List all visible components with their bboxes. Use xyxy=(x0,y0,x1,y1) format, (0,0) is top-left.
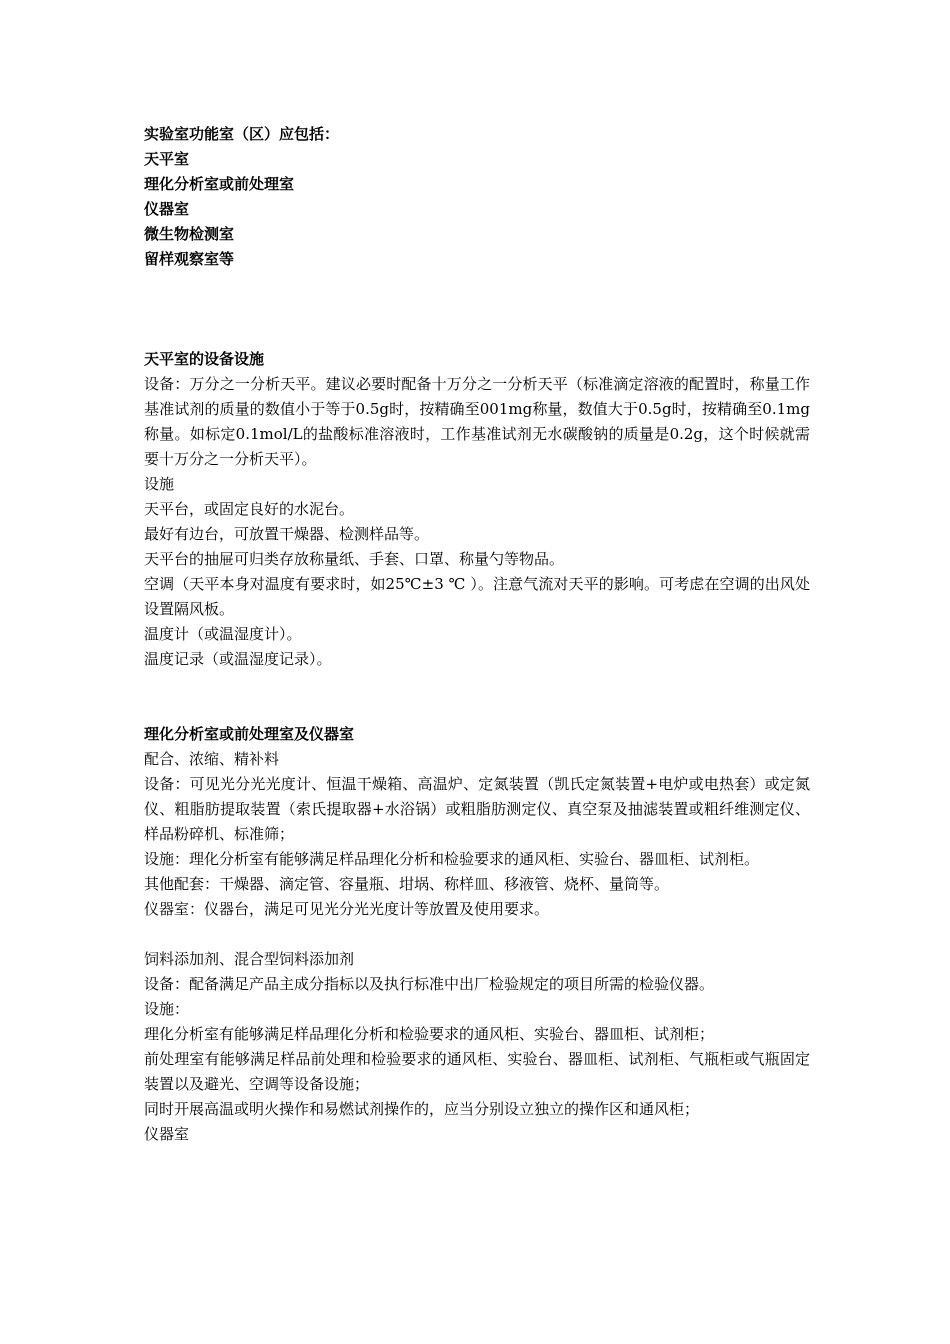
balance-equipment-paragraph: 设备：万分之一分析天平。建议必要时配备十万分之一分析天平（标准滴定溶液的配置时，称量工作基准试剂的质量的数值小于等于0.5g时，按精确至001mg称量，数值大于0.5g时，按精确至0.1mg称量。如标定0.1mol/L的盐酸标准溶液时，工作基准试剂无水碳酸钠的质量是0.2g，这个时候就需要十万分之一分析天平）。 xyxy=(144,375,810,468)
intro-item: 天平室 xyxy=(144,150,190,168)
balance-facilities-label: 设施 xyxy=(144,475,175,493)
spacer xyxy=(144,672,810,722)
balance-facility-item: 天平台，或固定良好的水泥台。 xyxy=(144,500,355,518)
document-body xyxy=(144,122,810,1147)
intro-item: 仪器室 xyxy=(144,200,190,218)
additive-equipment-paragraph: 设备：配备满足产品主成分指标以及执行标准中出厂检验规定的项目所需的检验仪器。 xyxy=(144,975,715,993)
spacer xyxy=(144,922,810,947)
balance-facility-item: 最好有边台，可放置干燥器、检测样品等。 xyxy=(144,525,430,543)
section-heading-balance-room: 天平室的设备设施 xyxy=(144,350,265,368)
section-heading-analysis-room: 理化分析室或前处理室及仪器室 xyxy=(144,725,355,743)
balance-facility-item: 温度计（或温湿度计）。 xyxy=(144,625,302,643)
intro-item: 微生物检测室 xyxy=(144,225,235,243)
intro-item: 理化分析室或前处理室 xyxy=(144,175,295,193)
additive-facilities-label: 设施： xyxy=(144,1000,190,1018)
intro-item: 留样观察室等 xyxy=(144,250,235,268)
additive-subheading: 饲料添加剂、混合型饲料添加剂 xyxy=(144,950,355,968)
balance-facility-item: 温度记录（或温湿度记录）。 xyxy=(144,650,332,668)
intro-heading: 实验室功能室（区）应包括： xyxy=(144,125,340,143)
balance-facility-item: 天平台的抽屉可归类存放称量纸、手套、口罩、称量勺等物品。 xyxy=(144,550,565,568)
additive-facility-item: 前处理室有能够满足样品前处理和检验要求的通风柜、实验台、器皿柜、试剂柜、气瓶柜或气瓶固定装置以及避光、空调等设备设施； xyxy=(144,1050,810,1093)
balance-facility-item: 空调（天平本身对温度有要求时，如25℃±3 ℃ ）。注意气流对天平的影响。可考虑在空调的出风处设置隔风板。 xyxy=(144,575,810,618)
additive-facility-item: 理化分析室有能够满足样品理化分析和检验要求的通风柜、实验台、器皿柜、试剂柜； xyxy=(144,1025,715,1043)
spacer xyxy=(144,272,810,347)
analysis-subheading: 配合、浓缩、精补料 xyxy=(144,750,280,768)
additive-last-line: 仪器室 xyxy=(144,1125,190,1143)
analysis-facilities-paragraph: 设施：理化分析室有能够满足样品理化分析和检验要求的通风柜、实验台、器皿柜、试剂柜。 xyxy=(144,850,760,868)
analysis-other-line: 其他配套：干燥器、滴定管、容量瓶、坩埚、称样皿、移液管、烧杯、量筒等。 xyxy=(144,875,670,893)
analysis-equipment-paragraph: 设备：可见光分光光度计、恒温干燥箱、高温炉、定氮装置（凯氏定氮装置+电炉或电热套）或定氮仪、粗脂肪提取装置（索氏提取器+水浴锅）或粗脂肪测定仪、真空泵及抽滤装置或粗纤维测定仪、样品粉碎机、标准筛； xyxy=(144,775,810,843)
additive-facility-item: 同时开展高温或明火操作和易燃试剂操作的，应当分别设立独立的操作区和通风柜； xyxy=(144,1100,700,1118)
analysis-instrument-room-line: 仪器室：仪器台，满足可见光分光光度计等放置及使用要求。 xyxy=(144,900,550,918)
